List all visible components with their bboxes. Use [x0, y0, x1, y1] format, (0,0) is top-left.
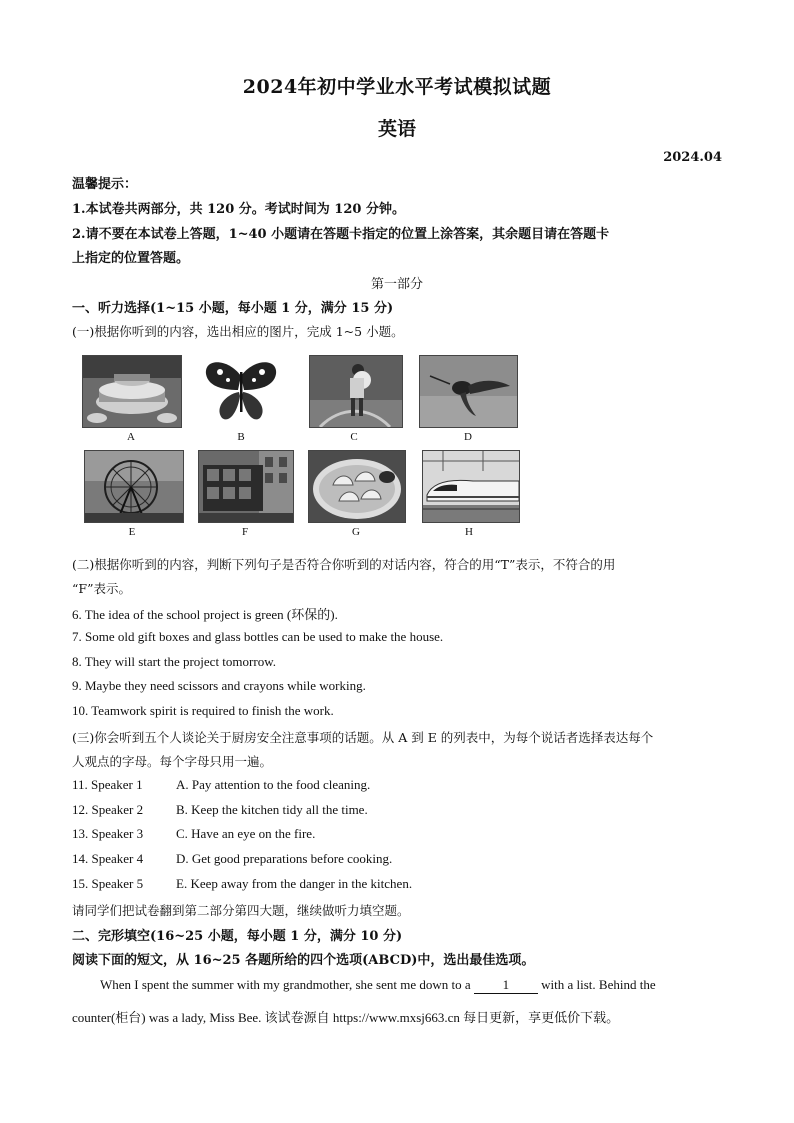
section-2-instruction: 阅读下面的短文，从 16~25 各题所给的四个选项(ABCD)中，选出最佳选项。 — [72, 953, 535, 968]
tips-line-1: 1.本试卷共两部分，共 120 分。考试时间为 120 分钟。 — [72, 202, 405, 217]
child-with-ball-icon — [310, 356, 402, 427]
exam-date: 2024.04 — [663, 150, 722, 165]
speaker-option: A. Pay attention to the food cleaning. — [176, 777, 371, 792]
cake-icon — [83, 356, 181, 427]
picture-label: G — [352, 526, 360, 538]
passage-text: with a list. Behind the — [541, 977, 656, 992]
picture-b-butterfly — [197, 355, 285, 428]
passage-line-2: counter(柜台) was a lady, Miss Bee. 该试卷源自 https://www.mxsj663.cn 每日更新，享更低价下载。 — [72, 1010, 620, 1025]
tf-item: 10. Teamwork spirit is required to finish the work. — [72, 703, 334, 718]
section-2-title: 二、完形填空(16~25 小题，每小题 1 分，满分 10 分) — [72, 929, 403, 944]
exam-title: 2024年初中学业水平考试模拟试题 — [242, 76, 552, 98]
picture-d-hummingbird — [419, 355, 518, 428]
picture-f-bus — [198, 450, 294, 523]
section-1-title: 一、听力选择(1~15 小题，每小题 1 分，满分 15 分) — [72, 301, 394, 316]
picture-label: D — [464, 431, 472, 443]
sub-3-instruction-b: 人观点的字母。每个字母只用一遍。 — [72, 754, 273, 769]
picture-label: H — [465, 526, 473, 538]
speaker-label: 11. Speaker 1 — [72, 777, 143, 792]
picture-label: F — [241, 526, 249, 538]
speaker-option: E. Keep away from the danger in the kitchen. — [176, 876, 413, 891]
speaker-option: B. Keep the kitchen tidy all the time. — [176, 802, 368, 817]
picture-a-cake — [82, 355, 182, 428]
sub-2-instruction-b: “F”表示。 — [72, 581, 131, 596]
picture-label: B — [237, 431, 245, 443]
dumplings-icon — [309, 451, 405, 522]
tf-item: 8. They will start the project tomorrow. — [72, 654, 276, 669]
picture-c-child — [309, 355, 403, 428]
bus-icon — [199, 451, 293, 522]
tf-item: 9. Maybe they need scissors and crayons while working. — [72, 678, 366, 693]
passage-line-1 — [100, 977, 656, 994]
speaker-label: 15. Speaker 5 — [72, 876, 144, 891]
turn-page-note: 请同学们把试卷翻到第二部分第四大题，继续做听力填空题。 — [72, 903, 410, 918]
sub-1-instruction: (一)根据你听到的内容，选出相应的图片，完成 1~5 小题。 — [72, 324, 404, 339]
speaker-label: 13. Speaker 3 — [72, 826, 144, 841]
picture-h-train — [422, 450, 520, 523]
tf-item: 6. The idea of the school project is green (环保的). — [72, 607, 338, 622]
high-speed-train-icon — [423, 451, 519, 522]
butterfly-icon — [198, 356, 284, 427]
tips-line-2a: 2.请不要在本试卷上答题，1~40 小题请在答题卡指定的位置上涂答案，其余题目请在答题卡 — [72, 227, 610, 242]
speaker-option: D. Get good preparations before cooking. — [176, 851, 393, 866]
picture-label: E — [128, 526, 136, 538]
sub-2-instruction-a: (二)根据你听到的内容，判断下列句子是否符合你听到的对话内容，符合的用“T”表示，不符合的用 — [72, 557, 616, 572]
picture-label: A — [127, 431, 135, 443]
picture-e-ferris-wheel — [84, 450, 184, 523]
tf-item: 7. Some old gift boxes and glass bottles can be used to make the house. — [72, 629, 444, 644]
sub-3-instruction-a: (三)你会听到五个人谈论关于厨房安全注意事项的话题。从 A 到 E 的列表中，为每个说话者选择表达每个 — [72, 730, 654, 745]
speaker-option: C. Have an eye on the fire. — [176, 826, 316, 841]
speaker-label: 14. Speaker 4 — [72, 851, 144, 866]
part-one-heading: 第一部分 — [370, 277, 423, 292]
tips-heading: 温馨提示： — [72, 177, 138, 192]
tips-line-2b: 上指定的位置答题。 — [72, 251, 190, 266]
exam-subject: 英语 — [377, 118, 416, 140]
picture-g-dumplings — [308, 450, 406, 523]
ferris-wheel-icon — [85, 451, 183, 522]
picture-label: C — [350, 431, 358, 443]
speaker-label: 12. Speaker 2 — [72, 802, 144, 817]
answer-blank-1: 1 — [474, 977, 538, 994]
passage-text: When I spent the summer with my grandmother, she sent me down to a — [100, 977, 471, 992]
hummingbird-icon — [420, 356, 517, 427]
